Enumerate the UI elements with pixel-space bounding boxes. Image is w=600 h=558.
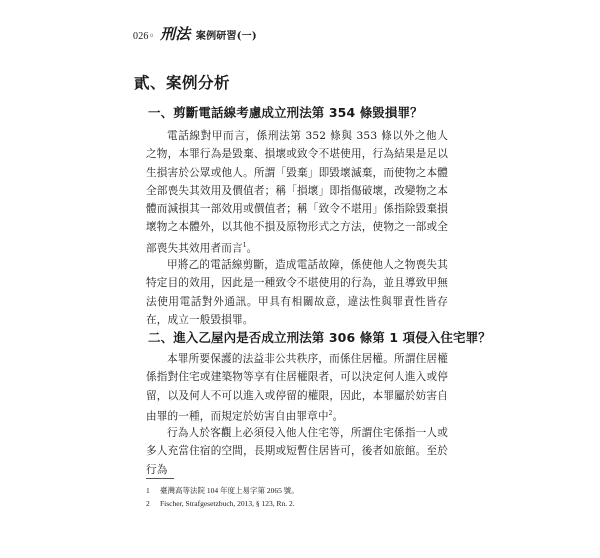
footnote xyxy=(146,497,299,510)
section-title: 貳、案例分析 xyxy=(134,73,231,92)
paragraph-text: 行為人於客觀上必須侵入他人住宅等，所謂住宅係指一人或多人充當住宿的空間，長期或短暫住居皆可，後者如旅館。至於行為 xyxy=(146,427,448,476)
subsection-heading: 一、剪斷電話線考慮成立刑法第 354 條毀損罪？ xyxy=(148,105,423,120)
running-header xyxy=(133,23,257,44)
period-text: 。 xyxy=(332,410,344,423)
footnote-ref: 1 xyxy=(242,241,247,249)
footnotes xyxy=(146,484,299,510)
footnote-ref: 2 xyxy=(328,409,333,417)
header-separator: ◦ xyxy=(148,31,155,42)
body-paragraph xyxy=(146,256,448,329)
footnote-number: 2 xyxy=(146,499,150,508)
footnote-text: Fischer, Strafgesetzbuch, 2013, § 123, Rn. 2. xyxy=(160,499,295,508)
footnote-number: 1 xyxy=(146,486,150,495)
page-number: 026 xyxy=(133,31,149,42)
book-title: 刑法 xyxy=(160,25,191,43)
body-paragraph xyxy=(146,350,448,426)
period-text: 。 xyxy=(246,242,258,255)
footnote-divider xyxy=(146,478,174,479)
footnote-text: 臺灣高等法院 104 年度上易字第 2065 號。 xyxy=(160,486,299,495)
body-paragraph xyxy=(146,424,448,479)
subsection-heading: 二、進入乙屋內是否成立刑法第 306 條第 1 項侵入住宅罪？ xyxy=(148,330,491,345)
footnote xyxy=(146,484,299,497)
book-subtitle: 案例研習(一) xyxy=(195,31,257,42)
paragraph-text: 本罪所要保護的法益非公共秩序，而係住居權。所謂住居權係指對住宅或建築物等享有住居權限者，可以決定何人進入或停留，以及何人不可以進入或停留的權限，因此，本罪屬於妨害自由罪的一種，而規定於妨害自由罪章中 xyxy=(146,353,448,423)
paragraph-text: 電話線對甲而言，係刑法第 352 條與 353 條以外之他人之物，本罪行為是毀棄、損壞或致令不堪使用，行為結果是足以生損害於公眾或他人。所謂「毀棄」即毀壞滅棄，而使物之本體全部喪失其效用及價值者；稱「損壞」即指傷破壞，改變物之本體而減損其一部效用或價值者；稱「致令不堪用」係指除毀棄損壞物之本體外，以其他不損及原物形式之方法，使物之一部或全部喪失其效用者而言 xyxy=(146,130,448,255)
paragraph-text: 甲將乙的電話線剪斷，造成電話故障，係使他人之物喪失其特定目的效用，因此是一種致令不堪使用的行為，並且導致甲無法使用電話對外通訊。甲具有相關故意，違法性與罪責性皆存在，成立一般毀損罪。 xyxy=(146,259,448,326)
body-paragraph xyxy=(146,127,448,258)
